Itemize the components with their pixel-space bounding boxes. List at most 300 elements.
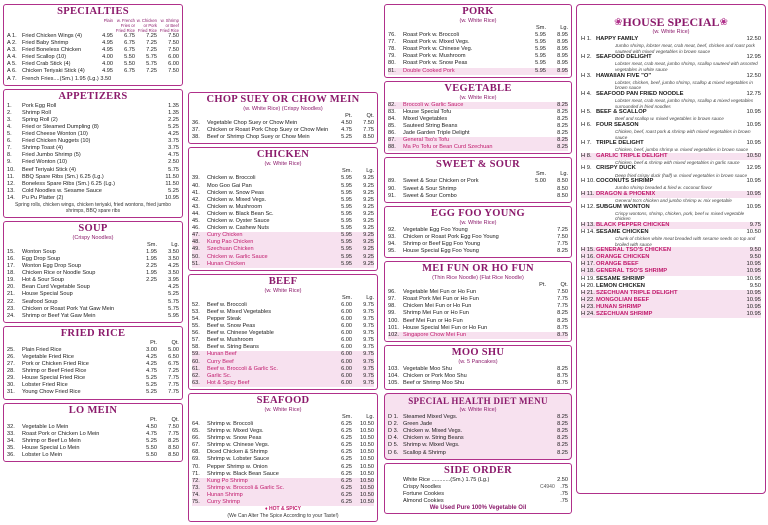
menu-item [7,188,179,195]
menu-item [7,256,179,263]
menu-item [7,103,179,110]
item-price: 8.25 [557,449,568,456]
item-price: 8.25 [557,137,568,144]
item-number: 2. [7,109,12,116]
column-header [7,417,179,424]
item-name: SEAFOOD DELIGHT [596,54,652,61]
size-label: Sm. [536,171,546,178]
item-number: A 3. [7,47,17,54]
menu-item [388,373,568,380]
item-number: 52. [192,301,200,308]
item-number: H 5. [581,109,592,116]
menu-item [581,229,761,236]
item-name: Beef Teriyaki Stick (4) [22,166,76,173]
item-number: D 5. [388,442,399,449]
egg-foo-young-section [384,206,572,258]
size-label: Lg. [366,294,374,301]
item-name: Hot & Sour Soup [22,277,64,284]
specialty-item [7,47,179,54]
item-price: 8.25 [557,442,568,449]
item-name: Beef w. Mixed Vegetables [207,308,272,315]
item-price-small: 6.00 [341,379,352,386]
item-price-small: 5.25 [146,437,157,444]
item-number: 36. [192,120,200,127]
item-number: 25. [7,346,15,353]
item-price: 6.00 [168,54,179,61]
item-name: Roast Pork w. Snow Peas [403,60,468,67]
item-number: 57. [192,337,200,344]
item-price-small: 6.25 [341,449,352,456]
vegetable-list [388,102,568,152]
item-price-large: 8.25 [168,437,179,444]
menu-item [192,456,374,463]
item-number: H 14. [581,228,595,235]
menu-item [581,268,761,275]
item-price-small: 1.95 [146,255,157,262]
item-number: 7. [7,145,12,152]
item-number: 95. [388,247,396,254]
menu-item [388,435,568,442]
item-price-small: 6.25 [341,421,352,427]
menu-item [7,299,179,306]
mei-fun-list [388,282,568,339]
item-name: Fried or Steamed Dumpling (8) [22,123,99,130]
item-price: 7.25 [146,33,157,39]
menu-item [388,450,568,457]
soup-title: SOUP [78,222,108,234]
item-name: House Special Fried Rice [22,375,86,382]
item-number: 58. [192,344,200,351]
menu-item [388,144,568,151]
item-number: D 3. [388,428,399,435]
item-price-large: 9.75 [363,323,374,330]
item-price-large: 5.75 [168,305,179,312]
item-name: Kung Po Shrimp [207,477,248,484]
item-price: 10.95 [746,296,761,303]
item-name: Fried Wonton (10) [22,159,67,166]
item-name: Roast Pork w. Chinese Veg. [403,46,473,53]
item-price-small: 5.95 [341,232,352,239]
item-name: SESAME SHRIMP [596,275,645,282]
column-header [192,168,374,175]
item-price-small: 5.95 [535,39,546,46]
item-price: 3.75 [168,138,179,145]
item-number: 22. [7,298,15,305]
item-price-small: 6.25 [341,435,352,442]
diet-title: SPECIAL HEALTH DIET MENU [408,396,548,407]
print-code: C4940 [540,484,555,490]
item-price-small: 6.25 [341,477,352,484]
item-price-small: 6.00 [341,344,352,351]
item-name: Shrimp Mei Fun or Ho Fun [403,310,469,317]
item-number: 68. [192,449,200,456]
item-number: 84. [388,115,396,122]
item-name: Chicken or Roast Pork Yat Gaw Mein [22,305,115,312]
chop-suey-title: CHOP SUEY OR CHOW MEIN [206,94,360,105]
menu-item [192,120,374,127]
item-name: Roast Pork Mei Fun or Ho Fun [403,296,479,303]
item-name: FOUR SEASON [596,121,639,128]
menu-item [7,174,179,181]
item-price: 8.25 [557,130,568,137]
item-name: Chicken w. Garlic Sauce [207,253,268,260]
beef-title: BEEF [268,275,298,287]
item-number: 42. [192,196,200,203]
item-name: Curry Shrimp [207,499,240,506]
item-number: 14. [7,194,15,201]
item-name: Chicken Rice or Noodle Soup [22,270,96,277]
menu-item [7,277,179,284]
item-price-small: 6.00 [341,351,352,358]
menu-item [7,117,179,124]
item-price: 7.50 [168,40,179,47]
size-label: Sm. [342,168,352,175]
menu-item [388,318,568,325]
item-name: Chicken w. Snow Peas [207,189,264,196]
menu-item [192,254,374,261]
item-number: 59. [192,351,200,358]
item-price: 10.50 [746,152,761,159]
item-price-small: 5.95 [341,189,352,196]
specialties-list [7,33,179,83]
item-name: SUBGUM WONTON [596,203,650,210]
item-number: 62. [192,372,200,379]
item-name: Chicken or Roast Pork Chop Suey or Chow Mein [207,127,329,134]
column-header [7,340,179,347]
diet-list [388,414,568,457]
item-number: 11. [7,173,15,180]
item-number: H 23. [581,303,595,310]
item-name: Vegetable Moo Shu [403,365,452,372]
item-price: 2.25 [168,116,179,123]
menu-item [192,239,374,246]
item-price: 4.95 [102,33,113,39]
item-number: A 4. [7,54,17,61]
menu-item [581,122,761,129]
item-number: A 5. [7,61,17,68]
item-price: 5.25 [168,123,179,130]
item-number: 48. [192,239,200,246]
menu-item [388,296,568,303]
item-number: 43. [192,203,200,210]
item-price-small: 5.95 [341,253,352,260]
item-description: Chicken, beef & shrimp with mixed vegetables in garlic sauce [615,159,740,165]
specialty-item [7,68,179,75]
menu-item [7,159,179,166]
house-special-title: HOUSE SPECIAL [622,14,720,29]
menu-item [192,499,374,506]
item-number: A 6. [7,68,17,75]
item-name: Young Chow Fried Rice [22,389,81,396]
menu-item [192,246,374,253]
item-number: 76. [388,32,396,39]
item-name: Chicken w. Mushroom [207,203,263,210]
vegetable-oil-note: We Used Pure 100% Vegetable Oil [429,505,527,512]
item-number: 75. [192,499,200,506]
item-name: Chicken w. String Beans [403,435,464,442]
item-name: Beef or Shrimp Chop Suey or Chow Mein [207,134,310,141]
diet-subtitle: (w. White Rice) [459,407,497,414]
menu-item [192,261,374,268]
menu-item [192,225,374,232]
item-price-small: 6.00 [341,315,352,322]
item-name: Pepper Shrimp w. Onion [207,463,268,470]
item-name: Vegetable Egg Foo Young [403,226,468,233]
menu-item [192,337,374,344]
item-name: House Special Lo Mein [22,444,80,451]
item-price: 12.95 [746,54,761,61]
item-price: 2.50 [168,159,179,166]
appetizers-list [7,103,179,202]
menu-item [7,361,179,368]
item-price-large: 9.75 [363,344,374,351]
item-price-small: 5.95 [341,225,352,232]
menu-item [7,167,179,174]
item-name: Beef w. Broccoli [207,301,247,308]
item-name: House Special Soup [22,291,73,298]
item-price: 8.25 [557,101,568,108]
item-name: Shrimp w. Chinese Vegs. [207,442,270,449]
menu-item [388,234,568,241]
item-name: House Special Tofu [403,108,452,115]
item-price: 10.95 [746,178,761,185]
menu-item [581,290,761,297]
menu-item [581,222,761,229]
item-price-large: 9.25 [363,253,374,260]
menu-item [7,145,179,152]
item-number: H 1. [581,36,592,42]
item-price: 7.75 [557,240,568,247]
chicken-section [188,147,378,270]
item-number: 81. [388,67,396,74]
item-name: GENERAL TSO'S SHRIMP [596,268,668,275]
item-name: SZECHUAN TRIPLE DELIGHT [596,289,678,296]
item-name: Beef Mei Fun or Ho Fun [403,317,463,324]
menu-item [192,421,374,428]
item-description: Chicken, beef, jumbo shrimp w. mixed vegetables in brown sauce [615,147,749,153]
menu-item [581,153,761,160]
column-header [192,295,374,302]
specialty-item [7,33,179,40]
item-name: Shrimp or Beef Egg Foo Young [403,240,481,247]
lo-mein-title: LO MEIN [68,404,118,416]
item-name: Chicken Mei Fun or Ho Fun [403,303,472,310]
menu-item [581,73,761,80]
item-price-large: 10.50 [360,491,374,498]
menu-item [7,438,179,445]
item-price: 6.75 [124,33,135,39]
item-price-small: 5.95 [535,32,546,39]
item-price-large: 9.25 [363,260,374,267]
moo-shu-title: MOO SHU [451,346,505,358]
menu-item [388,414,568,421]
item-number: 34. [7,437,15,444]
item-price-small: 5.50 [146,452,157,459]
item-name: Scallop & Shrimp [403,449,446,456]
menu-item [7,195,179,202]
item-name: MONGOLIAN BEEF [596,296,650,303]
size-label: Sm. [147,241,157,248]
item-name: Fried Boneless Chicken [22,47,82,54]
item-price: 7.25 [146,40,157,47]
item-price-small: 6.00 [341,323,352,330]
item-price-small: 4.50 [341,120,352,127]
menu-item [192,344,374,351]
item-price: 8.25 [557,428,568,435]
item-name: Bean Curd Vegetable Soup [22,284,90,291]
item-name: Mixed Vegetables [403,115,448,122]
menu-item [192,323,374,330]
item-price: 11.50 [165,180,179,187]
item-name: Pork or Chicken Fried Rice [22,361,89,368]
menu-item [388,53,568,60]
item-price-small: 6.00 [341,358,352,365]
menu-item [388,39,568,46]
item-price: 10.95 [746,190,761,197]
size-label: Lg. [366,168,374,175]
item-price: 5.50 [124,61,135,68]
item-name: Chicken w. Mixed Vegs. [207,196,267,203]
menu-item [7,445,179,452]
item-name: House Special Mei Fun or Ho Fun [403,324,488,331]
price-column-label: w. Shrimp or Beef Fried Rice [159,18,179,33]
item-price-small: 6.25 [341,456,352,463]
item-price-large: 9.25 [363,232,374,239]
menu-item [388,178,568,185]
menu-item [192,485,374,492]
item-name: Shrimp or Beef Yat Gaw Mein [22,312,96,319]
column-header [7,242,179,249]
item-name: Beef w. Broccoli & Garlic Sc. [207,365,278,372]
size-label: Sm. [342,294,352,301]
item-price: 9.75 [749,221,761,228]
item-price-small: 5.95 [535,46,546,53]
item-price-small: 6.25 [341,484,352,491]
item-price: 10.95 [746,109,761,116]
item-price: 6.75 [124,68,135,75]
item-description: Chicken, beef, roast pork & shrimp with mixed vegetables in brown sauce [615,128,751,140]
item-number: D 1. [388,414,399,421]
item-name: HUNAN SHRIMP [596,303,642,310]
item-name: Broccoli w. Garlic Sauce [403,101,464,108]
item-description: Lobster meat, crab meat, jumbo shrimp, scallop sauteed with assorted vegetables in white sauce [615,61,758,72]
pork-subtitle: (w. White Rice) [459,18,497,24]
column-2 [188,4,378,525]
item-number: H 9. [581,165,592,172]
menu-item [581,276,761,283]
item-number: 23. [7,305,15,312]
item-number: 20. [7,284,15,291]
item-name: Shrimp w. Lobster Sauce [207,456,270,463]
egg-foo-young-title: EGG FOO YOUNG [431,207,525,219]
item-number: 4. [7,123,12,130]
item-name: Beef w. Snow Peas [207,323,256,330]
item-number: A 1. [7,33,17,39]
item-price-large: 9.75 [363,379,374,386]
pepper-icon: ♦ [265,506,268,513]
menu-item [192,351,374,358]
item-price-small: 5.50 [146,444,157,451]
item-price-large: 8.75 [557,331,568,338]
pork-section [384,4,572,78]
item-name: Roast Pork w. Mixed Vegs. [403,39,470,46]
item-number: 85. [388,122,396,129]
item-description: Lobster, chicken, beef, jumbo shrimp, scallop & mixed vegetables in brown sauce [615,79,753,91]
item-number: 33. [7,430,15,437]
menu-item [388,60,568,67]
size-label: Pt. [345,113,352,119]
item-number: 65. [192,428,200,435]
menu-item [581,191,761,198]
menu-item [388,116,568,123]
item-number: H 15. [581,247,595,254]
item-number: 17. [7,263,15,270]
menu-item [581,36,761,43]
item-price-large: 10.50 [360,463,374,470]
item-price: 8.25 [557,365,568,372]
item-number: H 8. [581,152,592,159]
vegetable-section [384,81,572,155]
item-price-large: 9.25 [363,210,374,217]
item-price: 8.25 [557,108,568,115]
item-price-large: 3.50 [168,270,179,277]
item-number: 94. [388,240,396,247]
item-name: Plain Fried Rice [22,346,62,353]
item-number: 46. [192,225,200,232]
item-price-small: 5.95 [341,196,352,203]
beef-list [192,295,374,387]
item-price-small: 5.95 [535,53,546,60]
item-price: 8.25 [557,115,568,122]
item-price-large: 3.50 [168,255,179,262]
item-price: 5.50 [124,54,135,61]
item-price-small: 5.95 [341,175,352,182]
item-number: 82. [388,101,396,108]
pork-title: PORK [462,6,494,17]
item-number: H 2. [581,54,592,61]
item-number: 91. [388,192,396,199]
item-number: 64. [192,421,200,427]
lo-mein-section [3,403,183,463]
item-price-small: 6.00 [341,372,352,379]
item-name: BLACK PEPPER CHICKEN [596,221,670,228]
item-price: 10.95 [746,268,761,275]
item-number: 98. [388,303,396,310]
menu-item [7,124,179,131]
item-price-small: 4.25 [146,361,157,368]
item-name: ORANGE BEEF [596,261,639,268]
item-name: Fried Jumbo Shrimp (5) [22,152,81,159]
menu-item [388,227,568,234]
item-price-large: 8.95 [557,53,568,60]
item-price-small: 5.95 [535,67,546,74]
item-name: White Rice ............(Sm.) 1.75 (Lg.) [403,476,490,483]
item-name: Vegetable Chop Suey or Chow Mein [207,120,298,127]
item-number: 18. [7,270,15,277]
chicken-title: CHICKEN [256,149,310,161]
menu-item [388,102,568,109]
item-number: 63. [192,379,200,386]
item-price-large: 9.75 [363,358,374,365]
item-number: H 16. [581,254,595,261]
item-number: 1. [7,102,12,109]
egg-foo-young-list [388,227,568,255]
menu-item [388,193,568,200]
moo-shu-subtitle: (w. 5 Pancakes) [458,358,498,365]
item-price: 7.25 [146,68,157,75]
item-name: Shrimp w. Snow Peas [207,435,262,442]
item-number: 38. [192,134,200,141]
